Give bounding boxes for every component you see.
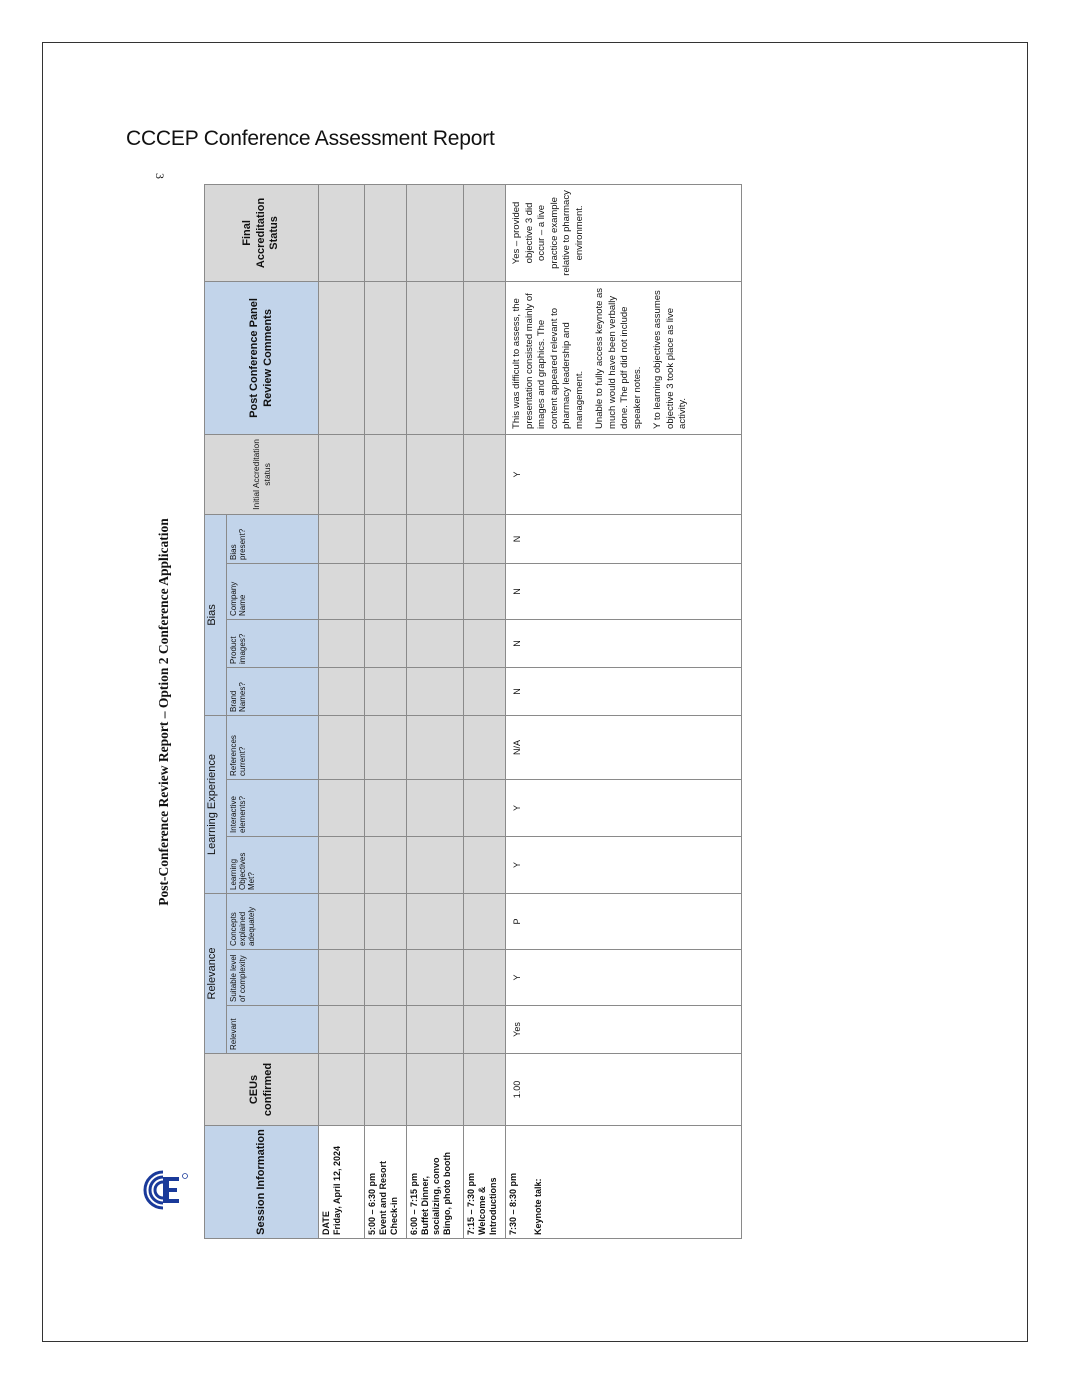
- header-references: References current?: [227, 715, 319, 779]
- header-post-comments: Post Conference Panel Review Comments: [205, 281, 319, 434]
- session-cell: 7:15 – 7:30 pm Welcome & Introductions: [464, 1126, 506, 1239]
- document-heading: CCCEP Conference Assessment Report: [126, 127, 495, 150]
- keynote-ceus: 1.00: [506, 1054, 742, 1126]
- rotated-report: [156, 185, 741, 1239]
- keynote-brand: N: [506, 667, 742, 715]
- keynote-product: N: [506, 619, 742, 667]
- keynote-final-status: Yes – provided objective 3 did occur – a live practice example relative to pharmacy environment.: [506, 184, 742, 281]
- header-relevance-group: Relevance: [205, 894, 227, 1054]
- header-brand: Brand Names?: [227, 667, 319, 715]
- header-learning-objectives: Learning Objectives Met?: [227, 837, 319, 894]
- keynote-label: Keynote talk:: [532, 1178, 543, 1235]
- table-row: [464, 184, 506, 1238]
- keynote-time: 7:30 – 8:30 pm: [508, 1172, 518, 1235]
- keynote-initial-status: Y: [506, 434, 742, 514]
- keynote-concepts: P: [506, 894, 742, 950]
- session-cell: DATE Friday, April 12, 2024: [319, 1126, 365, 1239]
- header-relevant: Relevant: [227, 1006, 319, 1054]
- cccep-logo-icon: [141, 1168, 191, 1212]
- header-concepts: Concepts explained adequately: [227, 894, 319, 950]
- header-company: Company Name: [227, 563, 319, 619]
- session-cell: 5:00 – 6:30 pm Event and Resort Check-in: [365, 1126, 407, 1239]
- session-cell: 6:00 – 7:15 pm Buffet Dinner, socializing, convo Bingo, photo booth: [407, 1126, 464, 1239]
- comment-paragraph: This was difficult to assess, the presentation consisted mainly of images and graphics. The content appeared relevant to pharmacy leadership and management.: [511, 293, 585, 429]
- table-row: [319, 184, 365, 1238]
- header-bias-group: Bias: [205, 514, 227, 715]
- header-ceus: CEUs confirmed: [205, 1054, 319, 1126]
- keynote-comments: [506, 281, 742, 434]
- comment-paragraph: Unable to fully access keynote as much would have been verbally done. The pdf did not include speaker notes.: [594, 287, 643, 429]
- header-suitable: Suitable level of complexity: [227, 950, 319, 1006]
- keynote-suitable: Y: [506, 950, 742, 1006]
- keynote-interactive: Y: [506, 780, 742, 837]
- header-bias-present: Bias present?: [227, 514, 319, 563]
- report-title: Post-Conference Review Report – Option 2 Conference Application: [156, 518, 171, 906]
- header-interactive: Interactive elements?: [227, 780, 319, 837]
- header-final-status: Final Accreditation Status: [205, 184, 319, 281]
- table-row: [407, 184, 464, 1238]
- keynote-learning-objectives: Y: [506, 837, 742, 894]
- keynote-bias-present: N: [506, 514, 742, 563]
- header-product: Product images?: [227, 619, 319, 667]
- table-row: [365, 184, 407, 1238]
- header-initial-status: Initial Accreditation status: [205, 434, 319, 514]
- session-cell: [506, 1126, 742, 1239]
- keynote-company: N: [506, 563, 742, 619]
- header-session: Session Information: [205, 1126, 319, 1239]
- header-learning-group: Learning Experience: [205, 715, 227, 893]
- review-table: [204, 184, 742, 1239]
- page-number: 3: [153, 173, 167, 179]
- keynote-relevant: Yes: [506, 1006, 742, 1054]
- comment-paragraph: Y to learning objectives assumes objective 3 took place as live activity.: [652, 290, 689, 429]
- keynote-references: N/A: [506, 715, 742, 779]
- table-row: [506, 184, 742, 1238]
